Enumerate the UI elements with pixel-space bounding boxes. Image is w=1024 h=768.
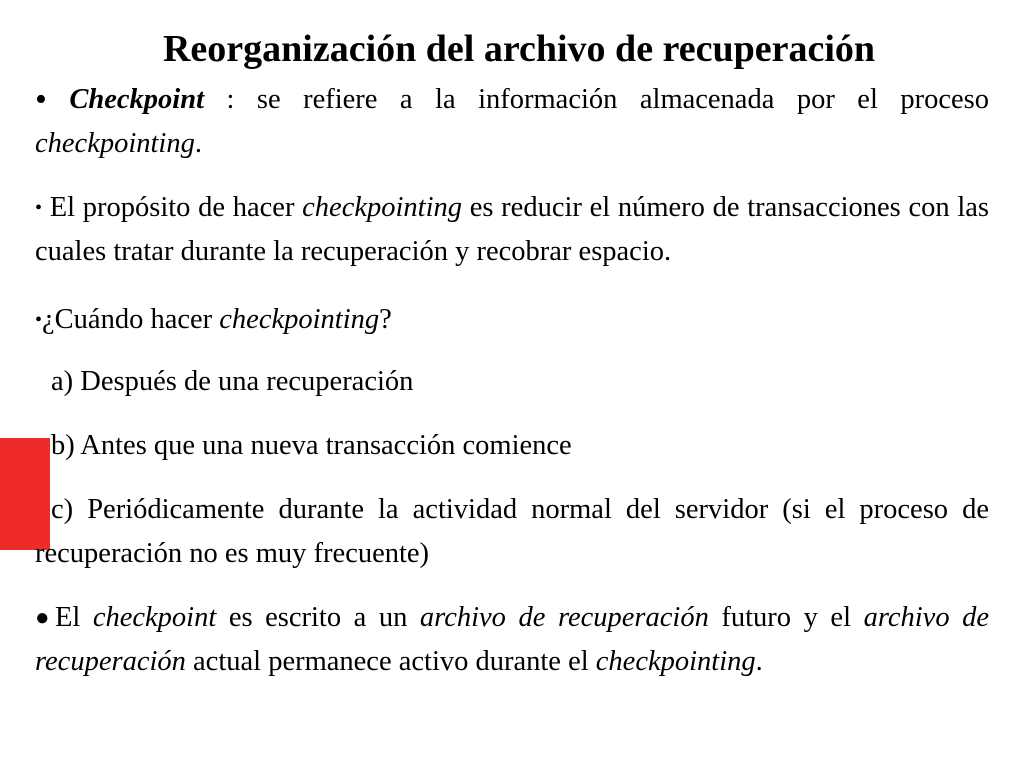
bullet-marker: • — [35, 81, 47, 118]
bullet-purpose — [35, 186, 989, 274]
bullet-when — [35, 298, 989, 342]
term-archivo-recuperacion: archivo de recuperación — [35, 602, 990, 677]
bullet-marker: • — [35, 309, 43, 331]
term-checkpointing: checkpointing — [35, 128, 195, 159]
option-a: a) Después de una recuperación — [51, 366, 414, 397]
purpose-text-before: El propósito de hacer — [42, 192, 303, 223]
slide-title: Reorganización del archivo de recuperación — [162, 28, 876, 70]
option-b: b) Antes que una nueva transacción comience — [51, 430, 572, 461]
definition-tail: . — [194, 128, 202, 159]
purpose-text-after: es reducir el número de transacciones con las cuales tratar durante la recuperación y recobrar espacio. — [35, 192, 989, 267]
term-checkpoint: checkpoint — [92, 602, 217, 633]
term-archivo-recuperacion: archivo de recuperación — [419, 602, 709, 633]
written-text-2: es escrito a un — [216, 602, 420, 633]
bullet-marker: ● — [35, 605, 55, 631]
written-text-1: El — [54, 602, 93, 633]
written-text-5: . — [755, 646, 763, 677]
when-text-before: ¿Cuándo hacer — [42, 304, 220, 335]
option-c: c) Periódicamente durante la actividad normal del servidor (si el proceso de recuperación no es muy frecuente) — [35, 494, 989, 569]
term-checkpointing: checkpointing — [302, 192, 463, 223]
bullet-marker: • — [35, 197, 43, 219]
bullet-checkpoint-definition — [35, 78, 989, 166]
written-text-3: futuro y el — [708, 602, 864, 633]
term-checkpointing: checkpointing — [595, 646, 756, 677]
written-text-4: actual permanece activo durante el — [185, 646, 596, 677]
slide-body — [35, 78, 989, 684]
when-text-after: ? — [379, 304, 392, 335]
term-checkpoint: Checkpoint — [69, 84, 204, 115]
term-checkpointing: checkpointing — [219, 304, 380, 335]
bullet-checkpoint-written — [35, 596, 989, 684]
definition-text: : se refiere a la información almacenada por el proceso — [204, 84, 989, 115]
